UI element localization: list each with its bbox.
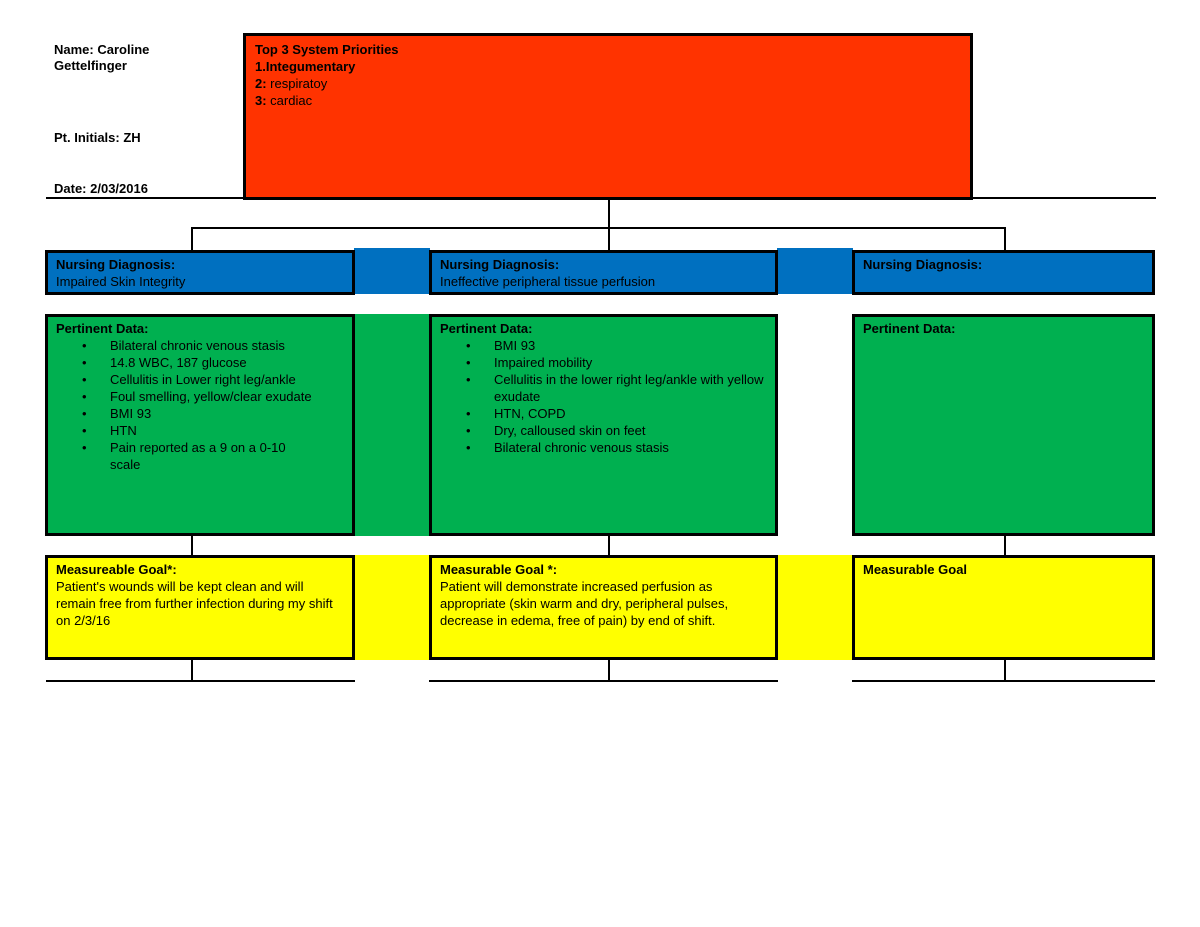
goal-label-1: Measureable Goal*: <box>56 562 177 577</box>
connector-goal-bottom-3 <box>1004 660 1006 681</box>
data-item: • Bilateral chronic venous stasis <box>494 439 767 456</box>
diagnosis-band-1 <box>354 248 430 294</box>
data-item: • HTN <box>110 422 338 439</box>
connector-data-goal-2 <box>608 536 610 556</box>
data-item: • HTN, COPD <box>494 405 767 422</box>
connector-goal-bottom-2 <box>608 660 610 681</box>
date-label: Date: 2/03/2016 <box>54 181 148 196</box>
goal-band-1 <box>354 555 430 660</box>
data-item: • BMI 93 <box>494 337 767 354</box>
data-band-1 <box>354 314 430 536</box>
diagnosis-label-2: Nursing Diagnosis: <box>440 257 560 272</box>
diagnosis-text-2: Ineffective peripheral tissue perfusion <box>440 274 656 289</box>
data-item: • Foul smelling, yellow/clear exudate <box>110 388 338 405</box>
measurable-goal-box-1 <box>45 555 355 660</box>
goal-label-3: Measurable Goal <box>863 562 968 577</box>
connector-data-goal-3 <box>1004 536 1006 556</box>
connector-goal-bottom-1 <box>191 660 193 681</box>
pertinent-data-label-3: Pertinent Data: <box>863 321 956 336</box>
data-item: • BMI 93 <box>110 405 338 422</box>
priorities-title: Top 3 System Priorities <box>255 42 399 57</box>
connector-horizontal <box>191 227 1006 229</box>
pertinent-data-box-2 <box>429 314 778 536</box>
pertinent-data-label-2: Pertinent Data: <box>440 321 533 336</box>
data-item: • 14.8 WBC, 187 glucose <box>110 354 338 371</box>
goal-text-1: Patient's wounds will be kept clean and will remain free from further infection during my shift on 2/3/16 <box>56 579 333 628</box>
priority-1: 1.Integumentary <box>255 59 356 74</box>
connector-col1 <box>191 227 193 251</box>
system-priorities-box <box>243 33 973 200</box>
diagnosis-band-2 <box>777 248 853 294</box>
nursing-diagnosis-box-1 <box>45 250 355 295</box>
patient-initials-label: Pt. Initials: ZH <box>54 130 141 145</box>
measurable-goal-box-2 <box>429 555 778 660</box>
data-item: • Dry, calloused skin on feet <box>494 422 767 439</box>
connector-col3 <box>1004 227 1006 251</box>
bottom-rule-3 <box>852 680 1155 682</box>
priority-3: 3: cardiac <box>255 93 313 108</box>
bottom-rule-2 <box>429 680 778 682</box>
data-item: • Bilateral chronic venous stasis <box>110 337 338 354</box>
measurable-goal-box-3 <box>852 555 1155 660</box>
nursing-diagnosis-box-2 <box>429 250 778 295</box>
nursing-diagnosis-box-3 <box>852 250 1155 295</box>
pertinent-data-label-1: Pertinent Data: <box>56 321 149 336</box>
connector-data-goal-1 <box>191 536 193 556</box>
diagnosis-label-1: Nursing Diagnosis: <box>56 257 176 272</box>
connector-vertical-main <box>608 200 610 228</box>
goal-band-2 <box>777 555 853 660</box>
bottom-rule-1 <box>46 680 355 682</box>
data-item: • Pain reported as a 9 on a 0-10 scale <box>110 439 338 473</box>
data-item: • Cellulitis in the lower right leg/ankle with yellow exudate <box>494 371 767 405</box>
pertinent-data-box-3 <box>852 314 1155 536</box>
pertinent-data-box-1 <box>45 314 355 536</box>
name-label: Name: Caroline Gettelfinger <box>54 42 150 73</box>
connector-col2 <box>608 227 610 251</box>
diagnosis-text-1: Impaired Skin Integrity <box>56 274 186 289</box>
goal-text-2: Patient will demonstrate increased perfusion as appropriate (skin warm and dry, peripheral pulses, decrease in edema, free of pain) by end of shift. <box>440 579 729 628</box>
priority-2: 2: respiratoy <box>255 76 328 91</box>
diagnosis-label-3: Nursing Diagnosis: <box>863 257 983 272</box>
data-item: • Impaired mobility <box>494 354 767 371</box>
goal-label-2: Measurable Goal *: <box>440 562 558 577</box>
data-item: • Cellulitis in Lower right leg/ankle <box>110 371 338 388</box>
